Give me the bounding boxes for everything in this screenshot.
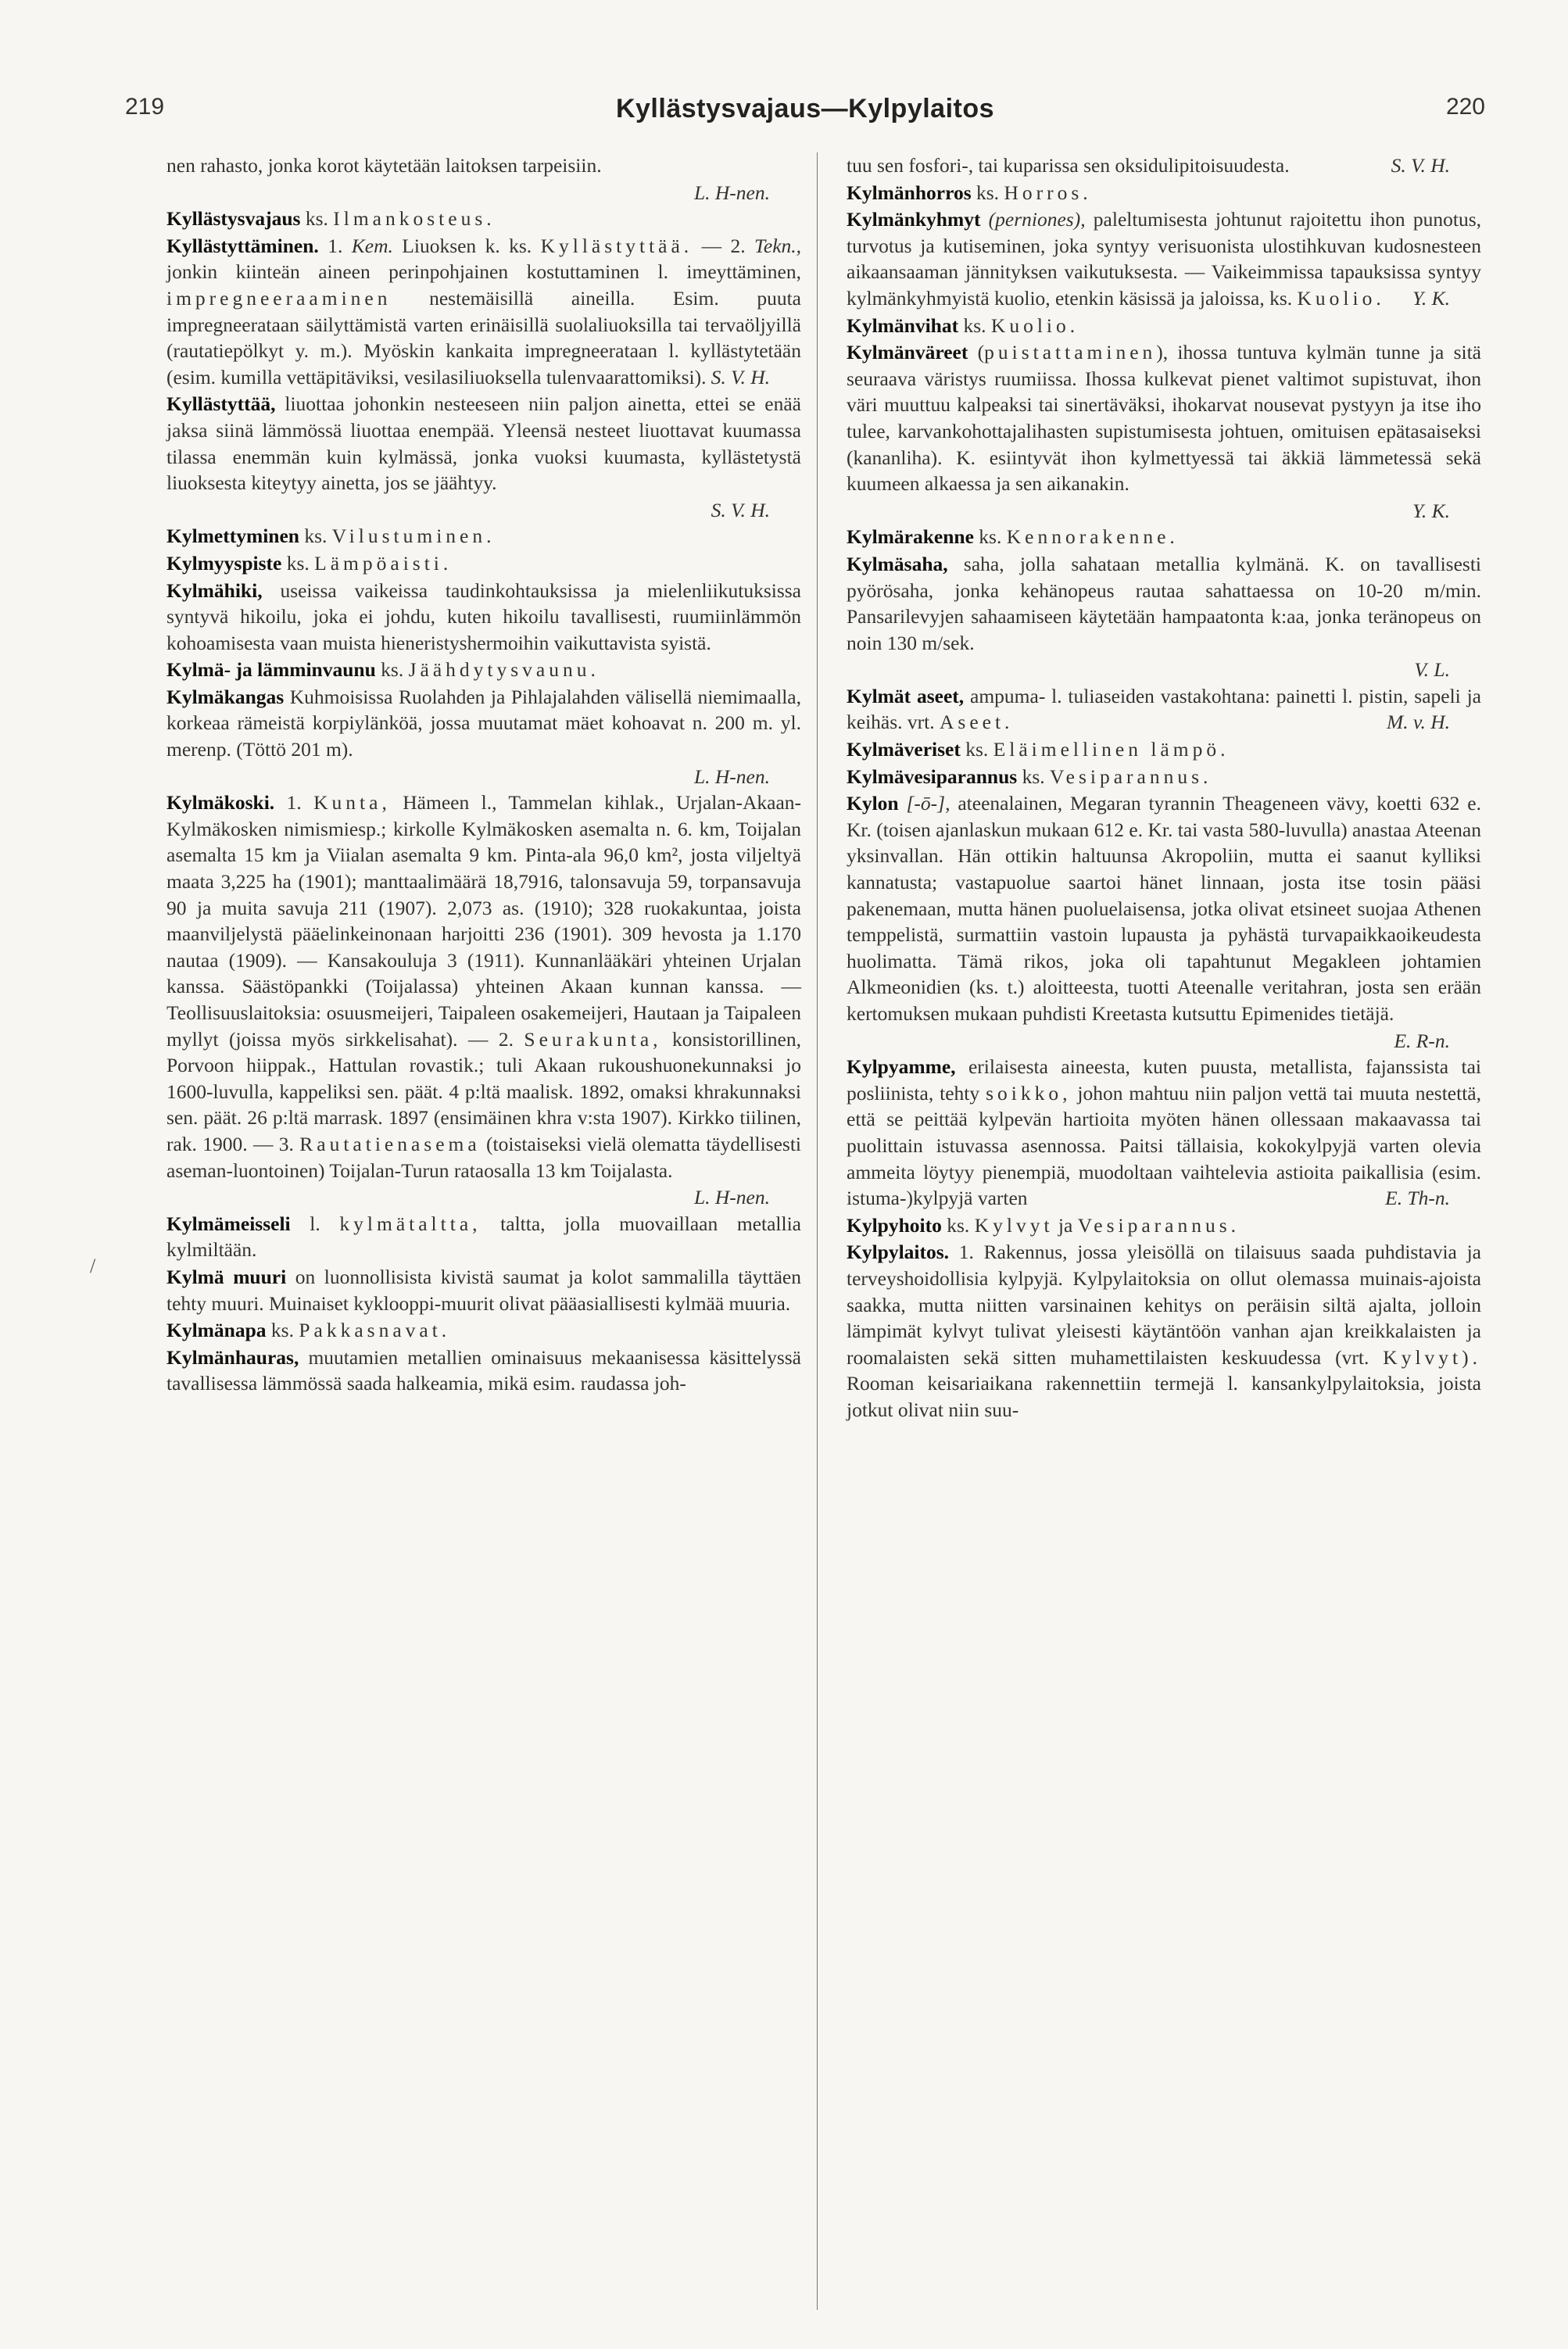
author-signature: L. H-nen. <box>693 181 770 204</box>
headword: Kylmänkyhmyt <box>847 208 981 231</box>
text-run <box>980 208 988 231</box>
text-run: ks. <box>375 658 409 682</box>
author-signature: Y. K. <box>1412 499 1450 522</box>
entry-l13 <box>166 1317 801 1344</box>
text-run: ampuma- l. tuliaseiden vastakohtana: painetti l. pistin, sapeli ja keihäs. vrt. <box>847 684 1481 734</box>
headword: Kylmäsaha, <box>847 552 948 575</box>
author-signature: S. V. H. <box>1391 154 1450 177</box>
text-run: ks. <box>960 738 993 761</box>
text-run: ks. <box>281 551 315 575</box>
entry-r8 <box>847 683 1481 736</box>
page-title: Kyllästysvajaus—Kylpylaitos <box>615 94 995 124</box>
entry-l6 <box>166 550 801 577</box>
text-run: tuu sen fosfori-, tai kuparissa sen oksidulipitoisuudesta. <box>847 154 1290 177</box>
text-run: johon mahtuu niin paljon vettä tai muuta nestettä, että se peittää kylpevän hartioita myöten hänen ollessaan makaavassa tai puolittain istuvassa asennossa. Paitsi tällaisia, kokokylpyjä varten olevia ammeita löytyy pienempiä, muodoltaan vaihtelevia astioita paikallisia (esim. istuma-)kylpyjä varten <box>847 1081 1481 1210</box>
text-run: Kuhmoisissa Ruolahden ja Pihlajalahden välisellä niemimaalla, korkeaa rämeistä korpiylänköä, jossa muutamat mäet kohoavat n. 200 m. yl. merenp. (Töttö 201 m). <box>166 685 801 761</box>
entry-l8 <box>166 657 801 683</box>
margin-mark: / <box>90 1255 96 1277</box>
author-signature: M. v. H. <box>1387 711 1450 734</box>
entry-l11 <box>166 1211 801 1263</box>
text-run: ks. <box>971 181 1004 204</box>
text-run: ( <box>968 341 985 364</box>
headword: Kyllästyttäminen. <box>166 234 319 257</box>
text-run: ks. <box>300 207 334 231</box>
text-run: 1. Rakennus, jossa yleisöllä on tilaisuus saada puhdistavia ja terveyshoidollisia kylpyjä. Kylpylaitoksia on ollut olemassa muinais-ajoista saakka, mutta niitten varsinainen kehitys on peräisin siltä ajalta, jolloin lämpimät kylvyt tulivat yleisesti käytäntöön vanhan ajan kreikkalaisten ja roomalaisten sekä sitten muhamettilaisten keskuudessa (vrt. <box>847 1241 1481 1369</box>
spaced-crossref: Vilustuminen. <box>331 525 496 548</box>
text-run: muutamien metallien ominaisuus mekaanisessa käsittelyssä tavallisessa lämmössä saada halkeamia, mikä esim. raudassa joh- <box>166 1345 801 1395</box>
text-run: konsistorillinen, Porvoon hiippak., Hattulan rovastik.; tuli Akaan rukoushuonekunnaksi jo 1600-luvulla, kappeliksi sen. päät. 4 p:ltä maalisk. 1892, omaksi khrakunnaksi sen. päät. 26 p:ltä marrask. 1897 (ensimäinen khra v:sta 1907). Kirkko tiilinen, rak. 1900. — 3. <box>166 1027 801 1155</box>
text-run: liuottaa johonkin nesteeseen niin paljon ainetta, ettei se enää jaksa siinä lämmössä liuottaa enempää. Yleensä nesteet liuottavat kuumassa tilassa enemmän kuin kylmässä, jonka vuoksi kuumasta, kyllästetystä liuoksesta kiteytyy ainetta, jos se jäähtyy. <box>166 392 801 495</box>
headword: Kylon <box>847 792 899 815</box>
entry-r12 <box>847 1054 1481 1212</box>
spaced-crossref: Kylvyt). <box>1383 1345 1481 1369</box>
entry-r3 <box>847 206 1481 311</box>
spaced-crossref: impregneeraaminen <box>166 286 392 310</box>
author-signature: Y. K. <box>1412 286 1450 310</box>
entry-l5 <box>166 523 801 550</box>
page-number-left: 219 <box>125 94 165 120</box>
text-run: saha, jolla sahataan metallia kylmänä. K. on tavallisesti pyörösaha, jonka kehänopeus rautaa sahattaessa on 10-20 m/min. Pansarilevyjen sahaamiseen käytetään hampaatonta k:aa, jonka teränopeus on noin 130 m/sek. <box>847 552 1481 654</box>
author-signature: L. H-nen. <box>693 764 770 788</box>
right-column <box>847 152 1481 1424</box>
text-run: ks. <box>973 525 1007 549</box>
headword: Kylmäveriset <box>847 738 961 761</box>
text-run: ), ihossa tuntuva kylmän tunne ja sitä seuraava väristys ruumiissa. Ihossa kulkevat pienet valtimot supistuvat, ihon väri muuttuu kalpeaksi tai sinertäväksi, ihokarvat nousevat pystyyn ja itse iho tulee, karvankohottajalihasten supistumisesta johtuen, omituisen epätasaiseksi (kananliha). K. esiintyvät ihon kylmettyessä tai äkkiä lämmetessä sekä kuumeen alkaessa ja sen aikanakin. <box>847 341 1481 496</box>
entry-r2 <box>847 180 1481 206</box>
entry-r10 <box>847 764 1481 790</box>
entry-l9 <box>166 684 801 763</box>
entry-r13 <box>847 1212 1481 1239</box>
author-signature: S. V. H. <box>711 365 770 389</box>
text-run: paleltumisesta johtunut rajoitettu ihon punotus, turvotus ja kutiseminen, joka syntyy verisuonista ulostihkuvan kudosnesteen aikaansaaman jännityksen vaikutuksesta. — Vaikeimmissa tapauksissa syntyy kylmänkyhmyistä kuolio, etenkin käsissä ja jaloissa, ks. <box>847 208 1481 310</box>
italic-run: Kem. <box>351 234 393 257</box>
entry-l12 <box>166 1264 801 1316</box>
headword: Kyllästyttää, <box>166 392 276 416</box>
spaced-crossref: Kuolio. <box>1297 286 1385 310</box>
spaced-crossref: Eläimellinen lämpö. <box>993 738 1230 761</box>
headword: Kylmäkangas <box>166 685 285 708</box>
text-run: — 2. <box>693 234 755 257</box>
text-run: taltta, jolla muovaillaan metallia kylmiltään. <box>166 1212 801 1262</box>
entry-r14 <box>847 1239 1481 1423</box>
headword: Kylmähiki, <box>166 578 263 602</box>
author-signature: L. H-nen. <box>693 1186 770 1209</box>
headword: Kylmänhorros <box>847 181 972 204</box>
headword: Kylmäkoski. <box>166 791 275 815</box>
entry-l2 <box>166 206 801 232</box>
headword: Kyllästysvajaus <box>166 207 301 231</box>
page-number-right: 220 <box>1445 94 1485 120</box>
spaced-crossref: Jäähdytysvaunu. <box>408 658 600 682</box>
headword: Kylmävesiparannus <box>847 764 1018 788</box>
spaced-crossref: Horros. <box>1004 181 1092 204</box>
entry-l14 <box>166 1345 801 1397</box>
spaced-crossref: Vesiparannus. <box>1077 1213 1240 1237</box>
spaced-crossref: Kennorakenne. <box>1006 525 1179 549</box>
headword: Kylmä- ja lämminvaunu <box>166 658 376 682</box>
spaced-crossref: Aseet. <box>939 711 1014 734</box>
spaced-crossref: Ilmankosteus. <box>333 207 496 231</box>
spaced-crossref: soikko, <box>986 1081 1072 1105</box>
headword: Kylmät aseet, <box>847 684 965 707</box>
text-run: Hämeen l., Tammelan kihlak., Urjalan-Akaan-Kylmäkosken nimismiesp.; kirkolle Kylmäkosken asemalta n. 6. km, Toijalan asemalta 15 km ja Viialan asemalta 9 km. Pinta-ala 96,0 km², josta viljeltyä maata 3,225 ha (1901); manttaalimäärä 18,7916, talonsavuja 59, torpansavuja 90 ja muita savuja 211 (1907). 2,073 as. (1910); 328 ruokakuntaa, joista maanviljelystä pääelinkeinonaan harjoitti 236 (1901). 309 hevosta ja 1.170 nautaa (1909). — Kansakouluja 3 (1911). Kunnanlääkäri yhteinen Urjalan kanssa. Säästöpankki (Toijalassa) yhteinen Akaan kunnan kanssa. — Teollisuuslaitoksia: osuusmeijeri, Taipaleen osakemeijeri, Hautaan ja Taipaleen myllyt (joissa myös sirkkelisahat). — 2. <box>166 791 801 1051</box>
text-run: ks. <box>958 313 991 337</box>
headword: Kylpyhoito <box>847 1213 942 1237</box>
text-run: nestemäisillä aineilla. Esim. puuta impregneerataan säilyttämistä varten erinäisillä suolaliuoksilla tai tervaöljyillä (rautatiepölkyt y. m.). Myöskin kankaita impregneerataan l. kyllästytetään (esim. kumilla vettäpitäviksi, vesilasiliuoksella tulenvaarattomiksi). <box>166 286 801 389</box>
text-run: Rooman keisariaikana rakennettiin termejä l. kansankylpylaitoksia, joista jotkut olivat niin suu- <box>847 1372 1481 1421</box>
text-run: ks. <box>299 525 332 548</box>
text-run: ja <box>1053 1213 1078 1237</box>
spaced-crossref: Vesiparannus. <box>1050 764 1212 788</box>
headword: Kylmärakenne <box>847 525 974 549</box>
entry-l4 <box>166 391 801 496</box>
headword: Kylmänväreet <box>847 341 968 364</box>
text-run: l. <box>290 1212 340 1235</box>
headword: Kylmänhauras, <box>166 1345 299 1369</box>
left-column <box>166 152 801 1398</box>
text-run: 1. <box>318 234 352 257</box>
spaced-crossref: Kuolio. <box>990 313 1079 337</box>
headword: Kylmä muuri <box>166 1265 287 1288</box>
spaced-crossref: kylmätaltta, <box>339 1212 481 1235</box>
italic-run: (perniones), <box>988 208 1086 231</box>
headword: Kylmyyspiste <box>166 551 282 575</box>
entry-l1 <box>166 152 801 179</box>
text-run: useissa vaikeissa taudinkohtauksissa ja mielenliikutuksissa syntyvä hikoilu, joka ei johdu, kuten hikoilu tavallisesti, ruumiinlämmön kohoamisesta vaan muista hieneristyshermoihin vaikuttavista syistä. <box>166 578 801 654</box>
entry-r5 <box>847 339 1481 497</box>
spaced-crossref: Rautatienasema <box>299 1132 481 1155</box>
author-signature: E. Th-n. <box>1385 1187 1450 1210</box>
spaced-crossref: Pakkasnavat. <box>299 1319 451 1342</box>
headword: Kylmämeisseli <box>166 1212 291 1235</box>
text-run: ateenalainen, Megaran tyrannin Theageneen vävy, koetti 632 e. Kr. (toisen ajanlaskun mukaan 612 e. Kr. tai vasta 580-luvulla) anastaa Ateenan yksinvallan. Hän ottikin haltuunsa Akropoliin, mutta ei saanut kylliksi kannatusta; vastapuolue saartoi hänet linnaan, josta itse tosin pääsi pakenemaan, mutta hänen puoluelaisensa, jotka olivat etsineet suojaa Athenen temppelistä, surmattiin vastoin lupausta ja pyhästä turvapaikkaoikeudesta huolimatta. Tämä rikos, joka oli tapahtunut Megakleen johtamien Alkmeonidien (ks. t.) aloitteesta, tuotti Ateenalle veritahran, josta sen erään kertomuksen mukaan puhdisti Kreetasta kutsuttu Epimenides tietäjä. <box>847 792 1481 1025</box>
spaced-crossref: Kylvyt <box>974 1213 1054 1237</box>
text-run: ks. <box>1017 764 1051 788</box>
author-signature: V. L. <box>1414 658 1450 682</box>
entry-r4 <box>847 313 1481 339</box>
text-run: 1. <box>274 791 314 815</box>
italic-run: Tekn., <box>754 234 802 257</box>
headword: Kylpylaitos. <box>847 1241 950 1264</box>
entry-r11 <box>847 790 1481 1026</box>
spaced-crossref: Seurakunta, <box>524 1027 662 1051</box>
entry-r1 <box>847 152 1481 179</box>
text-run: nen rahasto, jonka korot käytetään laitoksen tarpeisiin. <box>166 154 602 177</box>
headword: Kylmettyminen <box>166 525 299 548</box>
text-run: on luonnollisista kivistä saumat ja kolot sammalilla täyttäen tehty muuri. Muinaiset kyklooppi-muurit olivat pääasiallisesti kylmää muuria. <box>166 1265 801 1315</box>
headword: Kylmänapa <box>166 1319 267 1342</box>
entry-l3 <box>166 233 801 391</box>
text-run: ks. <box>941 1213 975 1237</box>
entry-l10 <box>166 790 801 1183</box>
headword: Kylpyamme, <box>847 1055 956 1079</box>
text-run: jonkin kiinteän aineen perinpohjainen kostuttaminen l. imeyttäminen, <box>166 260 801 284</box>
text-run: Liuoksen k. ks. <box>392 234 541 257</box>
entry-r9 <box>847 736 1481 763</box>
author-signature: E. R-n. <box>1394 1029 1450 1052</box>
entry-r6 <box>847 524 1481 550</box>
entry-r7 <box>847 551 1481 656</box>
text-run <box>899 792 907 815</box>
spaced-crossref: puistattaminen <box>984 341 1157 364</box>
column-divider <box>817 152 818 2310</box>
text-run: erilaisesta aineesta, kuten puusta, metallista, fajanssista tai posliinista, tehty <box>847 1055 1481 1105</box>
text-run: ks. <box>266 1319 299 1342</box>
running-header <box>125 94 1485 133</box>
spaced-crossref: Kunta, <box>313 791 391 815</box>
spaced-crossref: Kyllästyttää. <box>540 234 693 257</box>
headword: Kylmänvihat <box>847 313 959 337</box>
author-signature: S. V. H. <box>711 498 770 521</box>
text-run: (toistaiseksi vielä olematta täydellisesti aseman-luontoinen) Toijalan-Turun rataosalla 13 km Toijalasta. <box>166 1132 802 1182</box>
italic-run: [-ō-], <box>906 792 950 815</box>
spaced-crossref: Lämpöaisti. <box>314 551 453 575</box>
entry-l7 <box>166 578 801 657</box>
